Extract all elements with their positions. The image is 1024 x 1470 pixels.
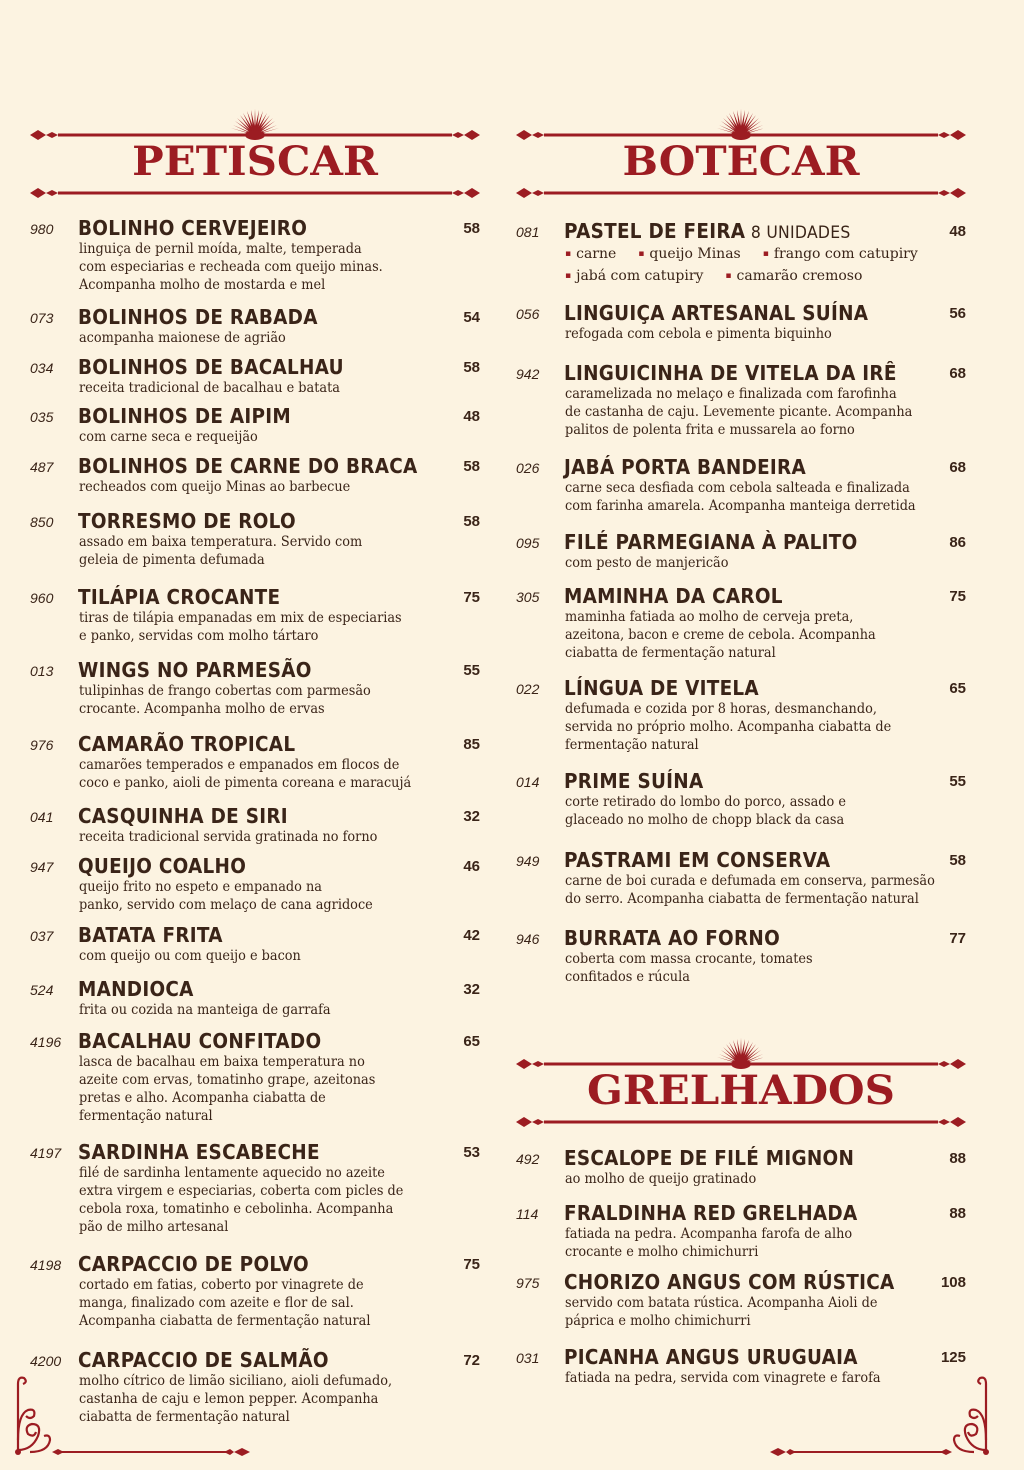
item-description-line: caramelizada no melaço e finalizada com farofinha (565, 386, 897, 402)
menu-item (30, 305, 480, 347)
item-description-line: palitos de polenta frita e mussarela ao forno (565, 422, 855, 438)
item-name (564, 1201, 857, 1225)
item-name-text: LÍNGUA DE VITELA (564, 676, 759, 700)
item-description-line: camarões temperados e empanados em flocos de (79, 757, 400, 773)
item-price: 72 (463, 1352, 480, 1369)
item-description-line: receita tradicional servida gratinada no forno (79, 829, 378, 845)
item-description-line: manga, finalizado com azeite e flor de sal. (79, 1295, 354, 1311)
item-name-text: TORRESMO DE ROLO (78, 509, 296, 533)
item-name (564, 1270, 895, 1294)
item-price: 65 (463, 1033, 480, 1050)
item-code: 035 (30, 409, 54, 425)
item-price: 75 (463, 1256, 480, 1273)
menu-item (516, 1146, 966, 1188)
menu-item (516, 848, 966, 908)
menu-item (30, 1252, 480, 1330)
item-price: 55 (463, 662, 480, 679)
menu-item-header (30, 854, 480, 878)
item-name-text: JABÁ PORTA BANDEIRA (564, 455, 807, 479)
item-code: 949 (516, 853, 540, 869)
item-name-text: BOLINHOS DE RABADA (78, 305, 318, 329)
item-code: 041 (30, 809, 54, 825)
item-description-line: receita tradicional de bacalhau e batata (79, 380, 340, 396)
item-name-text: PRIME SUÍNA (564, 769, 704, 793)
section-title: GRELHADOS (587, 1067, 895, 1114)
item-code: 034 (30, 360, 54, 376)
item-description-line: linguiça de pernil moída, malte, temperada (79, 241, 362, 257)
item-options-row (565, 265, 966, 287)
item-description-line: tiras de tilápia empanadas em mix de especiarias (79, 610, 402, 626)
item-price: 68 (949, 365, 966, 382)
item-price: 32 (463, 981, 480, 998)
item-price: 58 (463, 220, 480, 237)
menu-item (30, 658, 480, 718)
item-code: 031 (516, 1350, 540, 1366)
item-description-line: frita ou cozida na manteiga de garrafa (79, 1002, 331, 1018)
item-price: 108 (940, 1274, 966, 1291)
menu-item (30, 216, 480, 294)
menu-item (30, 454, 480, 496)
item-price: 58 (949, 852, 966, 869)
item-price: 53 (463, 1144, 480, 1161)
section-title: BOTECAR (622, 138, 860, 185)
item-code: 014 (516, 774, 540, 790)
item-code: 026 (516, 460, 540, 476)
item-name (564, 1146, 854, 1170)
item-options-row (565, 243, 966, 265)
menu-item-header (30, 404, 480, 428)
item-name (564, 530, 858, 554)
item-name (564, 676, 759, 700)
item-name (564, 455, 806, 479)
menu-item-header (30, 305, 480, 329)
item-name-text: LINGUICINHA DE VITELA DA IRÊ (564, 361, 897, 385)
item-name (78, 404, 291, 428)
menu-item-header (30, 658, 480, 682)
item-price: 48 (463, 408, 480, 425)
item-name (78, 585, 280, 609)
item-name-text: FILÉ PARMEGIANA À PALITO (564, 530, 858, 554)
item-code: 487 (30, 459, 54, 475)
section-header-petiscar (30, 95, 480, 205)
item-price: 56 (949, 305, 966, 322)
menu-item (30, 732, 480, 792)
item-code: 492 (516, 1151, 540, 1167)
item-option: ▪ carne (565, 243, 616, 265)
item-description-line: cebola roxa, tomatinho e cebolinha. Acompanha (79, 1201, 394, 1217)
item-description-line: ciabatta de fermentação natural (79, 1409, 290, 1425)
menu-item (516, 361, 966, 439)
item-name (78, 216, 307, 240)
item-price: 88 (949, 1150, 966, 1167)
item-description-line: corte retirado do lombo do porco, assado e (565, 794, 847, 810)
item-description-line: azeitona, bacon e creme de cebola. Acompanha (565, 627, 876, 643)
item-description-line: molho cítrico de limão siciliano, aioli defumado, (79, 1373, 393, 1389)
item-name (564, 848, 830, 872)
item-subtitle: 8 UNIDADES (750, 223, 851, 243)
item-code: 942 (516, 366, 540, 382)
item-code: 022 (516, 681, 540, 697)
item-description-line: servida no próprio molho. Acompanha ciabatta de (565, 719, 892, 735)
item-name-text: QUEIJO COALHO (78, 854, 247, 878)
item-name-text: BOLINHOS DE AIPIM (78, 404, 292, 428)
item-description-line: e panko, servidas com molho tártaro (79, 628, 319, 644)
menu-item-header (516, 769, 966, 793)
item-name-text: BOLINHOS DE CARNE DO BRACA (78, 454, 418, 478)
menu-item-header (30, 216, 480, 240)
item-description-line: cortado em fatias, coberto por vinagrete de (79, 1277, 364, 1293)
item-name (78, 1140, 320, 1164)
item-name-text: LINGUIÇA ARTESANAL SUÍNA (564, 301, 869, 325)
menu-item-header (516, 1146, 966, 1170)
item-description-line: maminha fatiada ao molho de cerveja preta, (565, 609, 854, 625)
item-code: 960 (30, 590, 54, 606)
item-code: 976 (30, 737, 54, 753)
menu-item (30, 509, 480, 569)
item-description-line: carne seca desfiada com cebola salteada e finalizada (565, 480, 910, 496)
item-name (564, 926, 780, 950)
menu-item-header (516, 361, 966, 385)
menu-item (30, 1140, 480, 1236)
item-description-line: coberta com massa crocante, tomates (565, 951, 813, 967)
item-name-text: WINGS NO PARMESÃO (78, 658, 312, 682)
menu-item-header (516, 676, 966, 700)
item-description-line: pretas e alho. Acompanha ciabatta de (79, 1090, 326, 1106)
item-description-line: servido com batata rústica. Acompanha Aioli de (565, 1295, 878, 1311)
menu-item (30, 804, 480, 846)
item-price: 32 (463, 808, 480, 825)
menu-item-header (516, 848, 966, 872)
menu-item-header (30, 732, 480, 756)
menu-item-header (30, 1029, 480, 1053)
menu-item-header (516, 1201, 966, 1225)
item-name (78, 509, 296, 533)
item-name-text: PICANHA ANGUS URUGUAIA (564, 1345, 858, 1369)
corner-flourish-icon (12, 1370, 252, 1460)
item-price: 68 (949, 459, 966, 476)
item-description-line: fermentação natural (79, 1108, 213, 1124)
item-description-line: geleia de pimenta defumada (79, 552, 265, 568)
menu-item (30, 854, 480, 914)
item-description-line: com pesto de manjericão (565, 555, 729, 571)
item-description-line: refogada com cebola e pimenta biquinho (565, 326, 832, 342)
item-name (564, 1345, 858, 1369)
item-name (564, 769, 704, 793)
item-description-line: azeite com ervas, tomatinho grape, azeitonas (79, 1072, 376, 1088)
menu-item (30, 355, 480, 397)
item-price: 125 (940, 1349, 966, 1366)
item-name-text: BOLINHOS DE BACALHAU (78, 355, 344, 379)
item-description-line: tulipinhas de frango cobertas com parmesão (79, 683, 371, 699)
item-name (78, 305, 318, 329)
menu-item-header (516, 1270, 966, 1294)
item-description-line: Acompanha molho de mostarda e mel (79, 277, 326, 293)
menu-item-header (516, 584, 966, 608)
item-code: 947 (30, 859, 54, 875)
section-header-botecar (516, 95, 966, 205)
menu-item-header (30, 1140, 480, 1164)
menu-item (516, 455, 966, 515)
item-name-text: SARDINHA ESCABECHE (78, 1140, 320, 1164)
item-price: 54 (463, 309, 480, 326)
menu-item-header (516, 301, 966, 325)
item-price: 55 (949, 773, 966, 790)
item-description-line: extra virgem e especiarias, coberta com picles de (79, 1183, 404, 1199)
menu-item (516, 219, 966, 287)
corner-flourish-icon (768, 1370, 1008, 1460)
item-price: 42 (463, 927, 480, 944)
item-name-text: CASQUINHA DE SIRI (78, 804, 288, 828)
item-description-line: fermentação natural (565, 737, 699, 753)
item-description-line: defumada e cozida por 8 horas, desmanchando, (565, 701, 877, 717)
item-description-line: crocante. Acompanha molho de ervas (79, 701, 325, 717)
item-code: 946 (516, 931, 540, 947)
item-option: ▪ frango com catupiry (763, 243, 918, 265)
menu-item-header (30, 923, 480, 947)
menu-item (516, 530, 966, 572)
item-name-text: CARPACCIO DE SALMÃO (78, 1348, 329, 1372)
menu-item (516, 926, 966, 986)
item-description-line: queijo frito no espeto e empanado na (79, 879, 322, 895)
item-description-line: fatiada na pedra. Acompanha farofa de alho (565, 1226, 853, 1242)
menu-item-header (30, 1348, 480, 1372)
item-description-line: com especiarias e recheada com queijo minas. (79, 259, 383, 275)
item-name (78, 1252, 309, 1276)
item-description-line: carne de boi curada e defumada em conserva, parmesão (565, 873, 935, 889)
item-price: 58 (463, 458, 480, 475)
item-description-line: com queijo ou com queijo e bacon (79, 948, 301, 964)
menu-item-header (516, 219, 966, 243)
item-name-text: ESCALOPE DE FILÉ MIGNON (564, 1146, 855, 1170)
item-name-text: FRALDINHA RED GRELHADA (564, 1201, 858, 1225)
item-name (78, 854, 246, 878)
menu-item-header (516, 926, 966, 950)
item-name-text: BACALHAU CONFITADO (78, 1029, 322, 1053)
menu-item-header (516, 1345, 966, 1369)
item-name-text: BURRATA AO FORNO (564, 926, 781, 950)
item-code: 975 (516, 1275, 540, 1291)
item-description-line: pão de milho artesanal (79, 1219, 229, 1235)
item-price: 85 (463, 736, 480, 753)
menu-item-header (30, 355, 480, 379)
item-description-line: do serro. Acompanha ciabatta de fermentação natural (565, 891, 919, 907)
item-name-text: PASTRAMI EM CONSERVA (564, 848, 831, 872)
item-code: 056 (516, 306, 540, 322)
item-price: 77 (949, 930, 966, 947)
item-name-text: CHORIZO ANGUS COM RÚSTICA (564, 1270, 895, 1294)
item-name-text: CAMARÃO TROPICAL (78, 732, 296, 756)
item-code: 013 (30, 663, 54, 679)
menu-item-header (30, 977, 480, 1001)
item-name (564, 301, 868, 325)
item-description-line: panko, servido com melaço de cana agridoce (79, 897, 373, 913)
item-name (564, 361, 897, 385)
item-code: 980 (30, 221, 54, 237)
item-name (78, 658, 312, 682)
item-code: 114 (516, 1206, 539, 1222)
item-description-line: glaceado no molho de chopp black da casa (565, 812, 845, 828)
menu-item (516, 769, 966, 829)
item-code: 4200 (30, 1353, 62, 1369)
item-description-line: castanha de caju e lemon pepper. Acompanha (79, 1391, 379, 1407)
item-description-line: recheados com queijo Minas ao barbecue (79, 479, 351, 495)
item-code: 081 (516, 224, 540, 240)
menu-item-header (30, 509, 480, 533)
item-name (564, 219, 851, 243)
item-description-line: ao molho de queijo gratinado (565, 1171, 757, 1187)
item-description-line: confitados e rúcula (565, 969, 690, 985)
item-option: ▪ camarão cremoso (725, 265, 862, 287)
item-code: 524 (30, 982, 54, 998)
item-name-text: BATATA FRITA (78, 923, 223, 947)
item-name (78, 454, 418, 478)
item-description-line: de castanha de caju. Levemente picante. Acompanha (565, 404, 913, 420)
item-description-line: com carne seca e requeijão (79, 429, 258, 445)
item-name-text: PASTEL DE FEIRA (564, 219, 746, 243)
section-title: PETISCAR (132, 138, 378, 185)
item-price: 58 (463, 359, 480, 376)
menu-item (30, 923, 480, 965)
item-price: 65 (949, 680, 966, 697)
menu-item (516, 1201, 966, 1261)
item-price: 46 (463, 858, 480, 875)
item-description-line: ciabatta de fermentação natural (565, 645, 776, 661)
item-description-line: acompanha maionese de agrião (79, 330, 286, 346)
menu-item-header (30, 585, 480, 609)
menu-item-header (30, 804, 480, 828)
menu-item (516, 301, 966, 343)
item-price: 75 (949, 588, 966, 605)
menu-item-header (516, 530, 966, 554)
item-name-text: BOLINHO CERVEJEIRO (78, 216, 308, 240)
menu-item-header (516, 455, 966, 479)
item-name (78, 1348, 329, 1372)
item-name (564, 584, 783, 608)
item-code: 037 (30, 928, 54, 944)
item-description-line: com farinha amarela. Acompanha manteiga derretida (565, 498, 916, 514)
menu-item (30, 977, 480, 1019)
item-name (78, 732, 295, 756)
item-code: 073 (30, 310, 54, 326)
item-name (78, 923, 223, 947)
item-price: 48 (949, 223, 966, 240)
item-price: 75 (463, 589, 480, 606)
item-name-text: MANDIOCA (78, 977, 194, 1001)
item-description-line: coco e panko, aioli de pimenta coreana e maracujá (79, 775, 412, 791)
item-name (78, 804, 288, 828)
item-name (78, 977, 194, 1001)
item-name-text: CARPACCIO DE POLVO (78, 1252, 309, 1276)
item-description-line: páprica e molho chimichurri (565, 1313, 751, 1329)
item-price: 58 (463, 513, 480, 530)
item-name-text: MAMINHA DA CAROL (564, 584, 783, 608)
section-header-grelhados (516, 1024, 966, 1134)
item-price: 88 (949, 1205, 966, 1222)
menu-item (516, 1270, 966, 1330)
menu-item-header (30, 454, 480, 478)
item-code: 4198 (30, 1257, 62, 1273)
menu-item (516, 584, 966, 662)
item-code: 095 (516, 535, 540, 551)
menu-item (516, 676, 966, 754)
item-description-line: crocante e molho chimichurri (565, 1244, 759, 1260)
item-description-line: filé de sardinha lentamente aquecido no azeite (79, 1165, 385, 1181)
item-code: 305 (516, 589, 540, 605)
item-option: ▪ jabá com catupiry (565, 265, 703, 287)
item-description-line: Acompanha ciabatta de fermentação natural (79, 1313, 371, 1329)
item-name (78, 355, 344, 379)
menu-item (30, 585, 480, 645)
menu-item-header (30, 1252, 480, 1276)
item-code: 4196 (30, 1034, 62, 1050)
item-code: 4197 (30, 1145, 62, 1161)
item-description-line: assado em baixa temperatura. Servido com (79, 534, 363, 550)
item-name (78, 1029, 321, 1053)
menu-item (30, 404, 480, 446)
menu-item (30, 1029, 480, 1125)
item-description-line: fatiada na pedra, servida com vinagrete e farofa (565, 1370, 881, 1386)
item-price: 86 (949, 534, 966, 551)
item-code: 850 (30, 514, 54, 530)
item-description-line: lasca de bacalhau em baixa temperatura no (79, 1054, 365, 1070)
item-option: ▪ queijo Minas (638, 243, 740, 265)
item-name-text: TILÁPIA CROCANTE (78, 585, 281, 609)
